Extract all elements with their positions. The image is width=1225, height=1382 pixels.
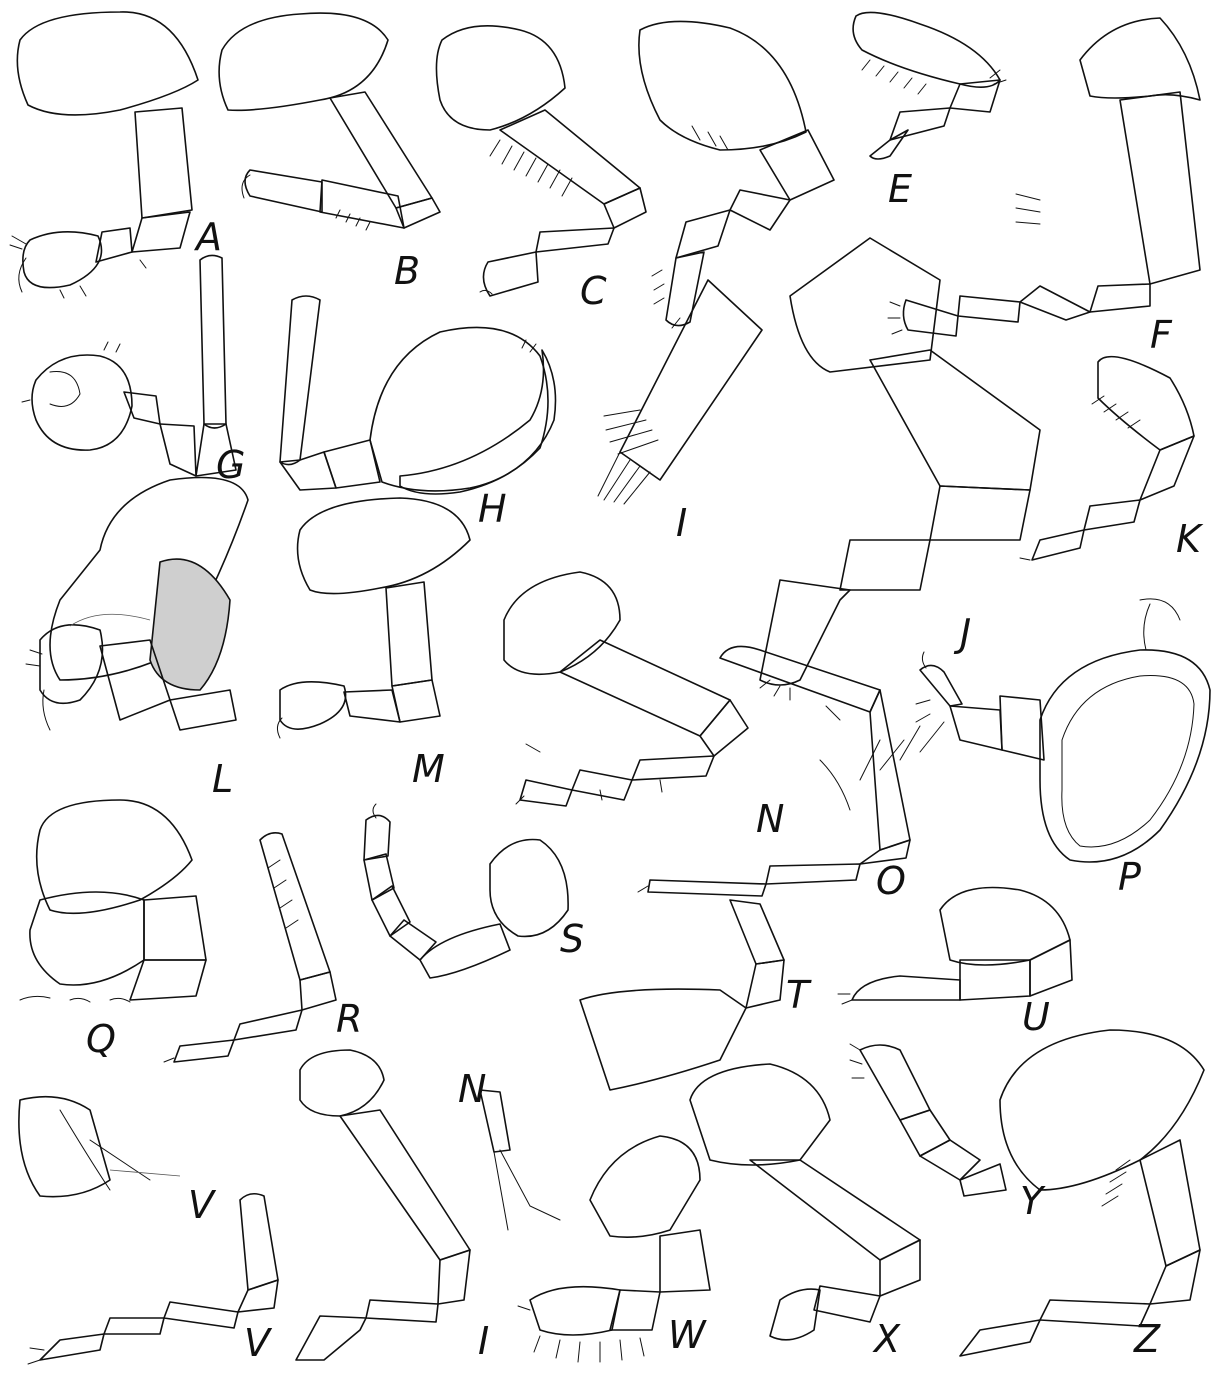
- label-v-lower: V: [244, 1321, 270, 1365]
- label-s: S: [560, 917, 585, 961]
- label-t: T: [786, 973, 810, 1017]
- figure-y-pereopod: [850, 1044, 1006, 1196]
- label-h: H: [478, 487, 507, 531]
- figure-f-pereopod: [888, 18, 1200, 336]
- figure-c-pereopod: [436, 26, 646, 296]
- label-p: P: [1118, 855, 1141, 899]
- figure-x-pereopod: [690, 1064, 920, 1340]
- label-x: X: [874, 1317, 901, 1361]
- figure-e-appendage: [853, 12, 1006, 159]
- figure-d-pereopod: [639, 21, 834, 328]
- figure-l-gnathopod: [26, 478, 248, 731]
- label-c: C: [580, 269, 607, 313]
- label-b: B: [394, 249, 421, 293]
- figure-u-pereopod: [838, 888, 1072, 1005]
- figure-p-gnathopod: [916, 650, 1210, 862]
- figure-s-pereopod: [364, 804, 568, 978]
- figure-h-gnathopod: [280, 296, 556, 494]
- figure-j-pereopod: [760, 238, 1040, 810]
- figure-t-pereopod: [580, 900, 784, 1090]
- label-w: W: [668, 1313, 706, 1357]
- label-n-lower: N: [458, 1067, 487, 1111]
- label-y: Y: [1020, 1179, 1044, 1223]
- label-i-upper: I: [676, 501, 688, 545]
- label-z: Z: [1134, 1317, 1161, 1361]
- label-u: U: [1022, 995, 1050, 1039]
- figure-z-pereopod: [960, 1030, 1204, 1361]
- label-o: O: [876, 859, 906, 903]
- figure-a-gnathopod: [10, 12, 198, 298]
- figure-k-pereopod: [1020, 357, 1194, 650]
- label-n-upper: N: [756, 797, 785, 841]
- label-v-upper: V: [188, 1183, 214, 1227]
- label-a: A: [196, 215, 222, 259]
- figure-b-gnathopod: [219, 13, 440, 230]
- label-q: Q: [86, 1017, 116, 1061]
- figure-q-gnathopod: [20, 800, 206, 1002]
- figure-v-pereopod: [28, 1194, 278, 1364]
- label-g: G: [216, 443, 246, 487]
- label-r: R: [336, 997, 363, 1041]
- label-e: E: [888, 167, 913, 211]
- label-j: J: [960, 611, 972, 655]
- figure-i-appendage-detail: [598, 280, 762, 504]
- label-k: K: [1176, 517, 1201, 561]
- figure-m-gnathopod: [277, 498, 470, 738]
- figure-g-gnathopod: [22, 255, 236, 476]
- label-m: M: [412, 747, 445, 791]
- figure-v-detail: [19, 1097, 180, 1197]
- figure-n-pereopod: [504, 572, 748, 806]
- label-f: F: [1150, 313, 1172, 357]
- figure-r-pereopod: [164, 833, 336, 1062]
- label-i-lower: I: [478, 1319, 490, 1363]
- figure-i-pereopod: [296, 1050, 470, 1360]
- label-l: L: [212, 757, 234, 801]
- figure-n-detail: [480, 1090, 560, 1230]
